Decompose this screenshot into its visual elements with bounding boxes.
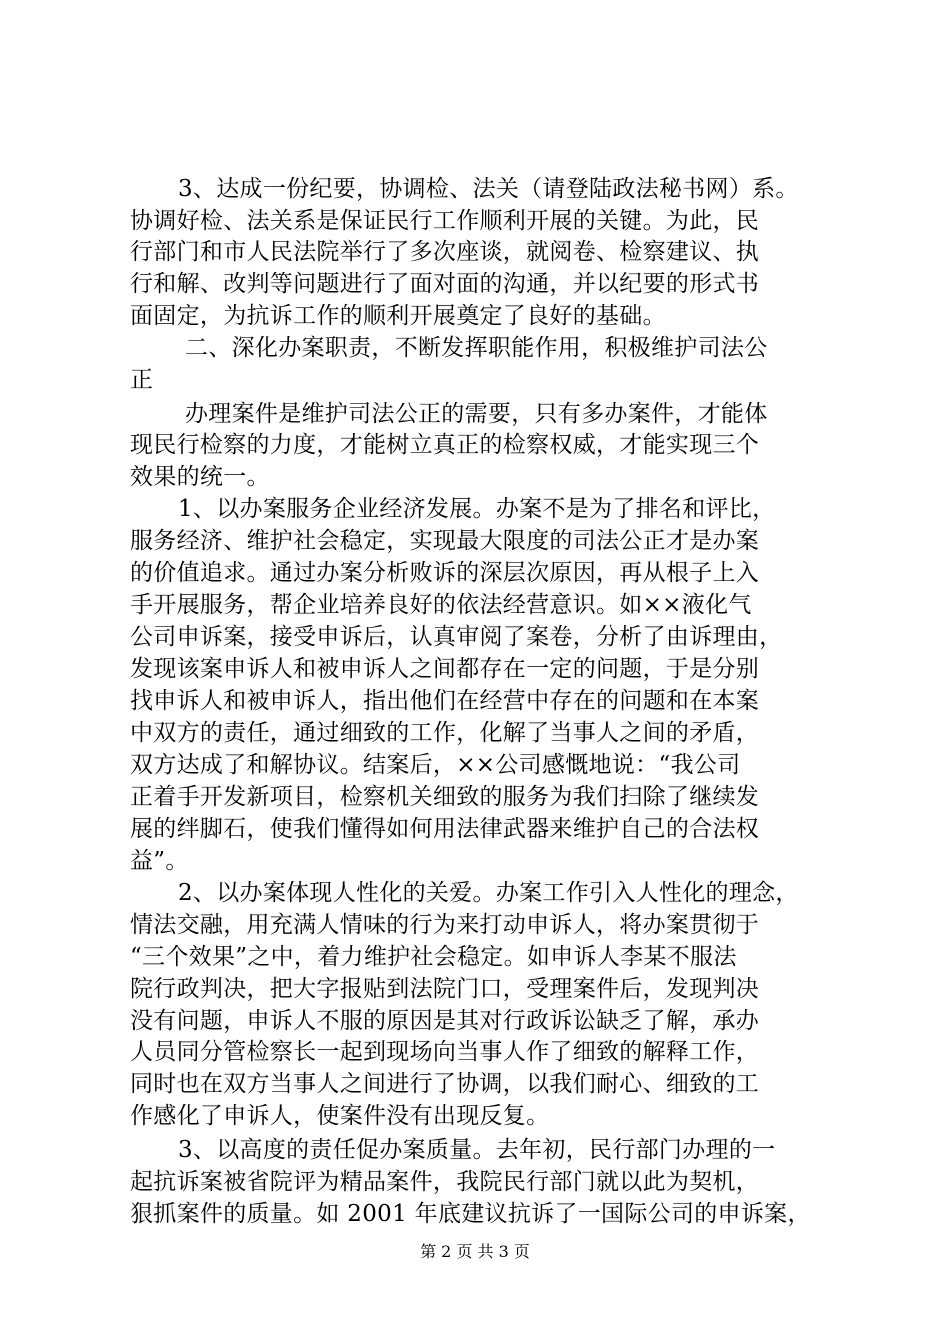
text-line: 行和解、改判等问题进行了面对面的沟通，并以纪要的形式书: [130, 271, 760, 297]
text-line: 3、达成一份纪要，协调检、法关（请登陆政法秘书网）系。: [178, 176, 799, 202]
text-line: 面固定，为抗诉工作的顺利开展奠定了良好的基础。: [130, 303, 666, 329]
text-line: 没有问题，申诉人不服的原因是其对行政诉讼缺乏了解，承办: [130, 1008, 760, 1034]
text-line: 找申诉人和被申诉人，指出他们在经营中存在的问题和在本案: [130, 688, 760, 714]
text-line: 办理案件是维护司法公正的需要，只有多办案件，才能体: [185, 401, 768, 427]
text-line: 人员同分管检察长一起到现场向当事人作了细致的解释工作，: [130, 1039, 760, 1065]
text-line: 发现该案申诉人和被申诉人之间都存在一定的问题，于是分别: [130, 656, 760, 682]
text-line: 正着手开发新项目，检察机关细致的服务为我们扫除了继续发: [130, 784, 760, 810]
text-line: 协调好检、法关系是保证民行工作顺利开展的关键。为此，民: [130, 208, 760, 234]
text-line: 院行政判决，把大字报贴到法院门口，受理案件后，发现判决: [130, 976, 760, 1002]
text-line: 起抗诉案被省院评为精品案件，我院民行部门就以此为契机，: [130, 1169, 760, 1195]
text-line: 现民行检察的力度，才能树立真正的检察权威，才能实现三个: [130, 432, 760, 458]
text-line: 益”。: [130, 848, 189, 874]
text-line: 效果的统一。: [130, 464, 270, 490]
text-line: 公司申诉案，接受申诉后，认真审阅了案卷，分析了由诉理由，: [130, 624, 783, 650]
section-heading-continuation: 正: [130, 367, 154, 393]
text-line: 中双方的责任，通过细致的工作，化解了当事人之间的矛盾，: [130, 720, 760, 746]
text-line: 2、以办案体现人性化的关爱。办案工作引入人性化的理念，: [178, 880, 799, 906]
section-heading: 二、深化办案职责，不断发挥职能作用，积极维护司法公: [185, 335, 768, 361]
text-line: 作感化了申诉人，使案件没有出现反复。: [130, 1103, 550, 1129]
text-line: 的价值追求。通过办案分析败诉的深层次原因，再从根子上入: [130, 560, 760, 586]
text-line: 情法交融，用充满人情味的行为来打动申诉人，将办案贯彻于: [130, 912, 760, 938]
text-line: 3、以高度的责任促办案质量。去年初，民行部门办理的一: [178, 1137, 776, 1163]
text-line: 双方达成了和解协议。结案后，××公司感慨地说：“我公司: [130, 752, 741, 778]
text-line: “三个效果”之中，着力维护社会稳定。如申诉人李某不服法: [130, 944, 737, 970]
text-line: 狠抓案件的质量。如 2001 年底建议抗诉了一国际公司的申诉案，: [130, 1201, 811, 1227]
text-line: 1、以办案服务企业经济发展。办案不是为了排名和评比，: [178, 496, 776, 522]
text-line: 服务经济、维护社会稳定，实现最大限度的司法公正才是办案: [130, 528, 760, 554]
page-footer: 第 2 页 共 3 页: [420, 1242, 530, 1261]
text-line: 手开展服务，帮企业培养良好的依法经营意识。如××液化气: [130, 592, 752, 618]
text-line: 展的绊脚石，使我们懂得如何用法律武器来维护自己的合法权: [130, 816, 760, 842]
text-line: 同时也在双方当事人之间进行了协调，以我们耐心、细致的工: [130, 1071, 760, 1097]
text-line: 行部门和市人民法院举行了多次座谈，就阅卷、检察建议、执: [130, 239, 760, 265]
